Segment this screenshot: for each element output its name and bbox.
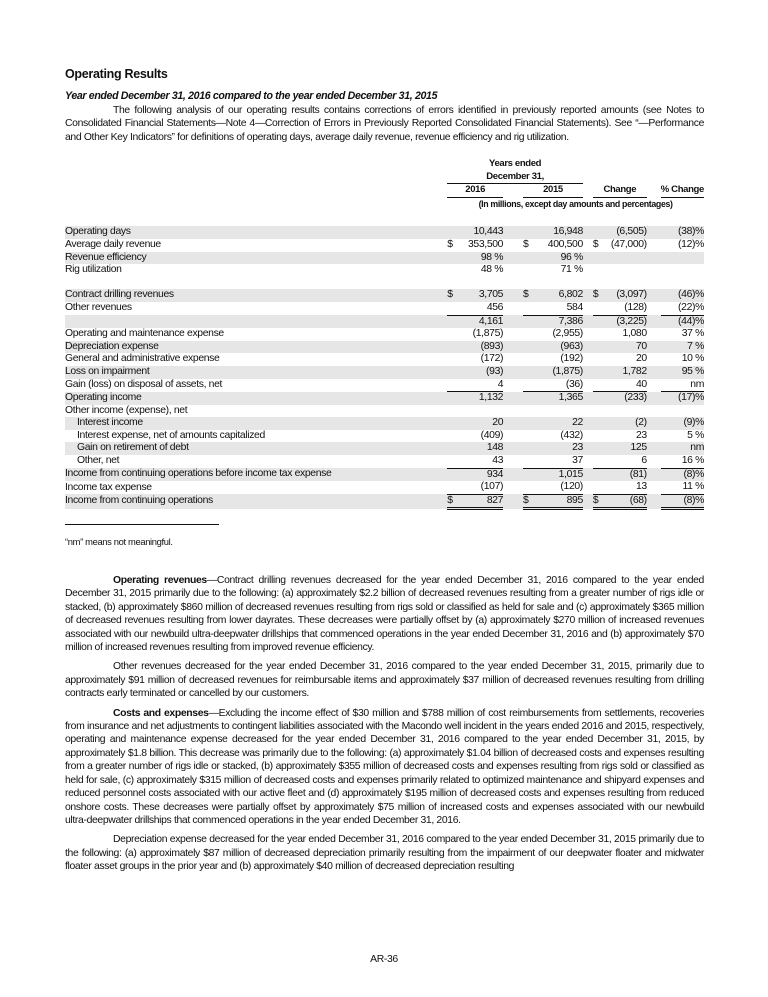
value-2015: 400,500 bbox=[547, 238, 583, 250]
currency-2015 bbox=[523, 264, 531, 277]
currency-2016 bbox=[447, 455, 455, 468]
table-row bbox=[65, 494, 704, 509]
value-2015: (2,955) bbox=[552, 328, 583, 340]
value-change: 6 bbox=[601, 455, 647, 468]
table-row bbox=[65, 442, 704, 455]
value-pct-change bbox=[661, 264, 704, 277]
value-change bbox=[601, 264, 647, 277]
spacer-cell bbox=[503, 239, 523, 252]
currency-change bbox=[593, 353, 601, 366]
spacer-cell bbox=[583, 455, 593, 468]
value-2016 bbox=[455, 405, 503, 418]
currency-change: $ bbox=[592, 238, 599, 250]
row-label: Other revenues bbox=[65, 302, 132, 314]
value-pct-change: (17)% bbox=[661, 392, 704, 405]
value-change: 1,080 bbox=[622, 328, 647, 340]
currency-change bbox=[593, 366, 601, 379]
value-change: (2) bbox=[601, 417, 647, 430]
paragraph-operating-revenues bbox=[65, 574, 704, 654]
row-label: Operating and maintenance expense bbox=[65, 328, 224, 340]
row-label: Revenue efficiency bbox=[65, 252, 447, 265]
units-note: (In millions, except day amounts and percentages) bbox=[478, 198, 673, 209]
value-2016: 456 bbox=[455, 302, 503, 315]
currency-2016 bbox=[447, 379, 455, 392]
value-pct-change: (9)% bbox=[661, 417, 704, 430]
value-2016: 20 bbox=[455, 417, 503, 430]
spacer-cell bbox=[503, 455, 523, 468]
value-pct-change: 5 % bbox=[687, 429, 704, 441]
spacer-cell bbox=[583, 289, 593, 302]
value-change: 1,782 bbox=[601, 366, 647, 379]
row-label: Rig utilization bbox=[65, 264, 122, 276]
currency-change bbox=[593, 405, 601, 418]
value-2015: 895 bbox=[531, 494, 583, 509]
value-2016: (893) bbox=[455, 341, 503, 354]
spacer-cell bbox=[647, 494, 661, 509]
value-2015: 584 bbox=[531, 302, 583, 315]
currency-2016 bbox=[447, 430, 455, 443]
spacer-cell bbox=[583, 341, 593, 354]
row-label: Operating days bbox=[65, 226, 447, 239]
spacer-cell bbox=[503, 289, 523, 302]
spacer-cell bbox=[647, 417, 661, 430]
discussion-body bbox=[65, 574, 704, 880]
value-change: (128) bbox=[601, 302, 647, 315]
value-2016: (172) bbox=[480, 353, 504, 365]
table-row bbox=[65, 226, 704, 239]
page-number: AR-36 bbox=[370, 954, 398, 965]
spacer-cell bbox=[647, 468, 661, 481]
value-2016: (93) bbox=[455, 366, 503, 379]
spacer-cell bbox=[647, 481, 661, 494]
currency-2016 bbox=[447, 417, 455, 430]
currency-change bbox=[593, 226, 601, 239]
currency-2016 bbox=[447, 341, 455, 354]
currency-2016 bbox=[447, 353, 455, 366]
value-change: 40 bbox=[601, 379, 647, 392]
table-row bbox=[65, 302, 704, 315]
spacer-cell bbox=[647, 455, 661, 468]
currency-2016 bbox=[447, 264, 455, 277]
value-pct-change: 95 % bbox=[661, 366, 704, 379]
value-2015: (1,875) bbox=[531, 366, 583, 379]
currency-2015 bbox=[523, 405, 531, 418]
spacer-cell bbox=[647, 315, 661, 328]
value-2016: 353,500 bbox=[468, 238, 504, 250]
value-2015: (192) bbox=[560, 353, 583, 365]
currency-2015 bbox=[523, 366, 531, 379]
value-2015: (432) bbox=[560, 429, 583, 441]
section-heading: Operating Results bbox=[65, 67, 168, 81]
row-label: Income tax expense bbox=[65, 481, 152, 493]
value-change bbox=[601, 405, 647, 418]
spacer-cell bbox=[583, 379, 593, 392]
value-2015: 16,948 bbox=[531, 226, 583, 239]
table-row bbox=[65, 353, 704, 366]
spacer-cell bbox=[583, 366, 593, 379]
spacer-cell bbox=[583, 252, 593, 265]
paragraph-text: —Excluding the income effect of $30 million and $788 million of cost reimbursements from settlements, recoveries from insurance and net adjustments to contingent liabilities associated with the Macondo well incident in the years ended 2016 and 2015, respectively, operating and maintenance expense decreased for the year ended December 31, 2016 compared to the year ended December 31, 2015, by approximately $1.8 billion. This decrease was primarily due to the following: (a) approximately $1.04 billion of decreased costs and expenses resulting from a greater number of rigs idle or stacked, (b) approximately $355 million of decreased costs and expenses resulting from rigs sold or classified as held for sale, (c) approximately $315 million of decreased costs and expenses primarily related to optimized maintenance and shipyard expenses and reduced personnel costs associated with our active fleet and (d) approximately $195 million of decreased costs and expenses resulting from reduced onshore costs. These decreases were partially offset by approximately $75 million of increased costs and expenses associated with our newbuild ultra-deepwater drillships that commenced operations in the year ended December 31, 2016. bbox=[65, 707, 704, 826]
currency-2016 bbox=[447, 328, 455, 341]
spacer-cell bbox=[583, 442, 593, 455]
value-2015: 23 bbox=[531, 442, 583, 455]
value-2016: (1,875) bbox=[472, 328, 504, 340]
operating-results-table bbox=[65, 158, 704, 510]
footnote-rule bbox=[65, 524, 219, 525]
section-subheading: Year ended December 31, 2016 compared to the year ended December 31, 2015 bbox=[65, 90, 438, 102]
spacer-cell bbox=[647, 405, 661, 418]
paragraph-depreciation bbox=[65, 833, 704, 873]
table-row bbox=[65, 341, 704, 354]
currency-change bbox=[593, 455, 601, 468]
currency-2015 bbox=[523, 379, 531, 392]
lead-costs-expenses: Costs and expenses bbox=[113, 707, 209, 719]
currency-change bbox=[593, 442, 601, 455]
spacer-cell bbox=[647, 239, 661, 252]
header-years-ended: Years ended bbox=[489, 158, 542, 169]
value-2015 bbox=[531, 405, 583, 418]
currency-2016 bbox=[447, 442, 455, 455]
currency-change bbox=[593, 328, 601, 341]
currency-2015 bbox=[523, 302, 531, 315]
paragraph-costs-expenses bbox=[65, 707, 704, 828]
value-2015: 22 bbox=[531, 417, 583, 430]
currency-2015 bbox=[523, 226, 531, 239]
row-label: Contract drilling revenues bbox=[65, 289, 447, 302]
value-change: (47,000) bbox=[610, 238, 647, 250]
value-2015: 37 bbox=[531, 455, 583, 468]
value-2015: (36) bbox=[531, 379, 583, 392]
currency-2015 bbox=[523, 353, 531, 366]
value-pct-change: nm bbox=[661, 442, 704, 455]
spacer-cell bbox=[647, 226, 661, 239]
table-row bbox=[65, 455, 704, 468]
value-pct-change: (38)% bbox=[661, 226, 704, 239]
spacer-cell bbox=[647, 379, 661, 392]
currency-change bbox=[593, 379, 601, 392]
value-pct-change: (8)% bbox=[661, 494, 704, 509]
value-pct-change: 10 % bbox=[681, 353, 704, 365]
value-2016: 3,705 bbox=[455, 289, 503, 302]
value-pct-change: (12)% bbox=[678, 238, 704, 250]
row-label: Income from continuing operations before income tax expense bbox=[65, 468, 447, 481]
spacer-cell bbox=[583, 353, 593, 366]
spacer-cell bbox=[503, 442, 523, 455]
value-change: (3,097) bbox=[601, 289, 647, 302]
spacer-cell bbox=[583, 392, 593, 405]
value-pct-change bbox=[661, 252, 704, 265]
paragraph-text: —Contract drilling revenues decreased for the year ended December 31, 2016 compared to the year ended December 31, 2015 primarily due to the following: (a) approximately $2.2 billion of decreased revenues resulting from a greater number of rigs idle or stacked, (b) approximately $860 million of decreased revenues resulting from rigs sold or classified as held for sale and (c) approximately $365 million of decreased revenues resulting from lower dayrates. These decreases were partially offset by (a) approximately $270 million of increased revenues associated with our newbuild ultra-deepwater drillships that commenced operations in the year ended December 31, 2016 and (b) approximately $70 million of increased revenues resulting from improved revenue efficiency. bbox=[65, 575, 704, 654]
table-row bbox=[65, 289, 704, 302]
table-row bbox=[65, 264, 704, 277]
spacer-cell bbox=[503, 379, 523, 392]
value-2016: 10,443 bbox=[455, 226, 503, 239]
spacer-cell bbox=[647, 252, 661, 265]
currency-2016: $ bbox=[447, 494, 455, 509]
currency-2015: $ bbox=[523, 289, 531, 302]
value-change: 125 bbox=[601, 442, 647, 455]
currency-2015 bbox=[523, 430, 531, 443]
currency-2016 bbox=[447, 315, 455, 328]
value-change: 13 bbox=[601, 481, 647, 494]
currency-2015 bbox=[523, 442, 531, 455]
row-label: Depreciation expense bbox=[65, 341, 447, 354]
footnote: “nm” means not meaningful. bbox=[65, 536, 173, 547]
currency-2016 bbox=[447, 405, 455, 418]
currency-change bbox=[593, 430, 601, 443]
spacer-cell bbox=[583, 417, 593, 430]
currency-change bbox=[593, 315, 601, 328]
spacer-cell bbox=[647, 392, 661, 405]
spacer-cell bbox=[647, 366, 661, 379]
value-pct-change: (46)% bbox=[661, 289, 704, 302]
paragraph-other-revenues bbox=[65, 660, 704, 700]
value-2016: 43 bbox=[455, 455, 503, 468]
value-change: 20 bbox=[635, 353, 647, 365]
spacer-cell bbox=[503, 341, 523, 354]
row-label: General and administrative expense bbox=[65, 353, 220, 365]
value-2015: 7,386 bbox=[531, 315, 583, 328]
currency-2015 bbox=[523, 315, 531, 328]
currency-change bbox=[593, 264, 601, 277]
row-label: Operating income bbox=[65, 392, 447, 405]
table-row bbox=[65, 252, 704, 265]
currency-2015: $ bbox=[523, 494, 531, 509]
currency-2016 bbox=[447, 252, 455, 265]
spacer-cell bbox=[503, 353, 523, 366]
spacer-cell bbox=[583, 226, 593, 239]
spacer-cell bbox=[503, 252, 523, 265]
spacer-cell bbox=[647, 289, 661, 302]
currency-2015 bbox=[523, 392, 531, 405]
table-row bbox=[65, 481, 704, 494]
value-change: (3,225) bbox=[601, 315, 647, 328]
value-2015: 1,015 bbox=[531, 468, 583, 481]
row-label: Loss on impairment bbox=[65, 366, 447, 379]
row-label: Average daily revenue bbox=[65, 238, 161, 250]
value-2016: 934 bbox=[455, 468, 503, 481]
currency-2016: $ bbox=[447, 238, 453, 250]
currency-2016 bbox=[447, 366, 455, 379]
table-row bbox=[65, 379, 704, 392]
spacer-cell bbox=[503, 481, 523, 494]
value-2016: 1,132 bbox=[455, 392, 503, 405]
currency-change bbox=[593, 392, 601, 405]
table-row bbox=[65, 405, 704, 418]
spacer-cell bbox=[583, 328, 593, 341]
value-pct-change: 11 % bbox=[661, 481, 704, 494]
value-2015: 1,365 bbox=[531, 392, 583, 405]
currency-2015 bbox=[523, 468, 531, 481]
spacer-cell bbox=[503, 468, 523, 481]
spacer-cell bbox=[647, 430, 661, 443]
table-row bbox=[65, 468, 704, 481]
currency-2015 bbox=[523, 341, 531, 354]
paragraph-text: Other revenues decreased for the year ended December 31, 2016 compared to the year ended December 31, 2015, primarily due to approximately $91 million of decreased revenues for reimbursable items and approximately $37 million of decreased revenues resulting from drilling contracts early terminated or cancelled by our customers. bbox=[65, 661, 704, 700]
currency-change bbox=[593, 417, 601, 430]
currency-2016 bbox=[447, 468, 455, 481]
currency-change: $ bbox=[593, 289, 601, 302]
currency-change bbox=[593, 468, 601, 481]
table-row bbox=[65, 366, 704, 379]
currency-change bbox=[593, 481, 601, 494]
row-label: Gain on retirement of debt bbox=[65, 442, 447, 455]
value-2015: 71 % bbox=[560, 264, 583, 276]
value-2016: 148 bbox=[455, 442, 503, 455]
value-change: (68) bbox=[601, 494, 647, 509]
value-change: (6,505) bbox=[601, 226, 647, 239]
spacer-cell bbox=[583, 468, 593, 481]
value-2016: 98 % bbox=[455, 252, 503, 265]
currency-2015: $ bbox=[523, 238, 529, 250]
value-change bbox=[601, 252, 647, 265]
currency-2015 bbox=[523, 455, 531, 468]
value-2015: (120) bbox=[531, 481, 583, 494]
currency-2015 bbox=[523, 328, 531, 341]
value-change: (233) bbox=[601, 392, 647, 405]
spacer-cell bbox=[583, 264, 593, 277]
spacer-cell bbox=[583, 315, 593, 328]
currency-2015 bbox=[523, 481, 531, 494]
currency-2016 bbox=[447, 481, 455, 494]
value-2016: (409) bbox=[480, 429, 504, 441]
value-2016: 4,161 bbox=[455, 315, 503, 328]
value-pct-change: (8)% bbox=[661, 468, 704, 481]
currency-2016 bbox=[447, 302, 455, 315]
currency-2015 bbox=[523, 252, 531, 265]
spacer-cell bbox=[503, 302, 523, 315]
value-pct-change bbox=[661, 405, 704, 418]
value-2015: 96 % bbox=[531, 252, 583, 265]
spacer-cell bbox=[647, 442, 661, 455]
value-2016: 4 bbox=[455, 379, 503, 392]
table-row bbox=[65, 328, 704, 341]
table-row bbox=[65, 277, 704, 290]
row-label: Gain (loss) on disposal of assets, net bbox=[65, 378, 223, 390]
lead-operating-revenues: Operating revenues bbox=[113, 575, 207, 586]
row-label: Income from continuing operations bbox=[65, 494, 447, 509]
header-change: Change bbox=[593, 184, 647, 198]
spacer-cell bbox=[503, 417, 523, 430]
value-pct-change: nm bbox=[661, 379, 704, 392]
value-2015: 6,802 bbox=[531, 289, 583, 302]
table-row bbox=[65, 417, 704, 430]
row-label: Other income (expense), net bbox=[65, 404, 188, 416]
spacer-cell bbox=[503, 226, 523, 239]
currency-change bbox=[593, 252, 601, 265]
value-change: 23 bbox=[635, 429, 647, 441]
spacer-cell bbox=[503, 366, 523, 379]
value-2016: 48 % bbox=[480, 264, 504, 276]
value-pct-change: (22)% bbox=[661, 302, 704, 315]
intro-paragraph: The following analysis of our operating results contains corrections of errors identified in previously reported amounts (see Notes to Consolidated Financial Statements—Note 4—Correction of Errors in Previously Reported Consolidated Financial Statements). See “—Performance and Other Key Indicators” for definitions of operating days, average daily revenue, revenue efficiency and rig utilization. bbox=[65, 105, 704, 143]
spacer-cell bbox=[647, 264, 661, 277]
value-change: 70 bbox=[601, 341, 647, 354]
spacer-cell bbox=[647, 302, 661, 315]
currency-2015 bbox=[523, 417, 531, 430]
paragraph-text: Depreciation expense decreased for the year ended December 31, 2016 compared to the year ended December 31, 2015 primarily due to the following: (a) approximately $87 million of decreased depreciation primarily resulting from the impairment of our deepwater floater and midwater floater asset groups in the prior year and (b) approximately $40 million of decreased depreciation resulting bbox=[65, 834, 704, 873]
spacer-cell bbox=[583, 430, 593, 443]
spacer-cell bbox=[647, 341, 661, 354]
spacer-cell bbox=[503, 315, 523, 328]
table-row bbox=[65, 239, 704, 252]
currency-2016 bbox=[447, 392, 455, 405]
spacer-cell bbox=[583, 405, 593, 418]
value-2015: (963) bbox=[531, 341, 583, 354]
spacer-cell bbox=[583, 302, 593, 315]
spacer-cell bbox=[583, 494, 593, 509]
row-label: Interest expense, net of amounts capitalized bbox=[77, 429, 265, 441]
spacer-cell bbox=[503, 392, 523, 405]
table-row bbox=[65, 392, 704, 405]
header-december-31: December 31, bbox=[447, 171, 583, 184]
row-label bbox=[65, 315, 447, 328]
header-2016: 2016 bbox=[447, 184, 503, 198]
header-2015: 2015 bbox=[523, 184, 583, 198]
value-2016: (107) bbox=[455, 481, 503, 494]
currency-2016 bbox=[447, 226, 455, 239]
value-change: (81) bbox=[601, 468, 647, 481]
spacer-cell bbox=[503, 328, 523, 341]
spacer-cell bbox=[503, 430, 523, 443]
header-pct-change: % Change bbox=[661, 184, 704, 198]
value-2016: 827 bbox=[455, 494, 503, 509]
spacer-cell bbox=[647, 328, 661, 341]
table-row bbox=[65, 315, 704, 328]
currency-change: $ bbox=[593, 494, 601, 509]
currency-change bbox=[593, 302, 601, 315]
currency-change bbox=[593, 341, 601, 354]
currency-2016: $ bbox=[447, 289, 455, 302]
row-label: Interest income bbox=[65, 417, 447, 430]
spacer-cell bbox=[503, 405, 523, 418]
value-pct-change: 37 % bbox=[681, 328, 704, 340]
value-pct-change: 7 % bbox=[661, 341, 704, 354]
row-label: Other, net bbox=[77, 455, 120, 467]
table-row bbox=[65, 430, 704, 443]
value-pct-change: 16 % bbox=[661, 455, 704, 468]
spacer-cell bbox=[583, 239, 593, 252]
spacer-cell bbox=[503, 264, 523, 277]
spacer-cell bbox=[583, 481, 593, 494]
spacer-cell bbox=[647, 353, 661, 366]
spacer-cell bbox=[503, 494, 523, 509]
value-pct-change: (44)% bbox=[661, 315, 704, 328]
